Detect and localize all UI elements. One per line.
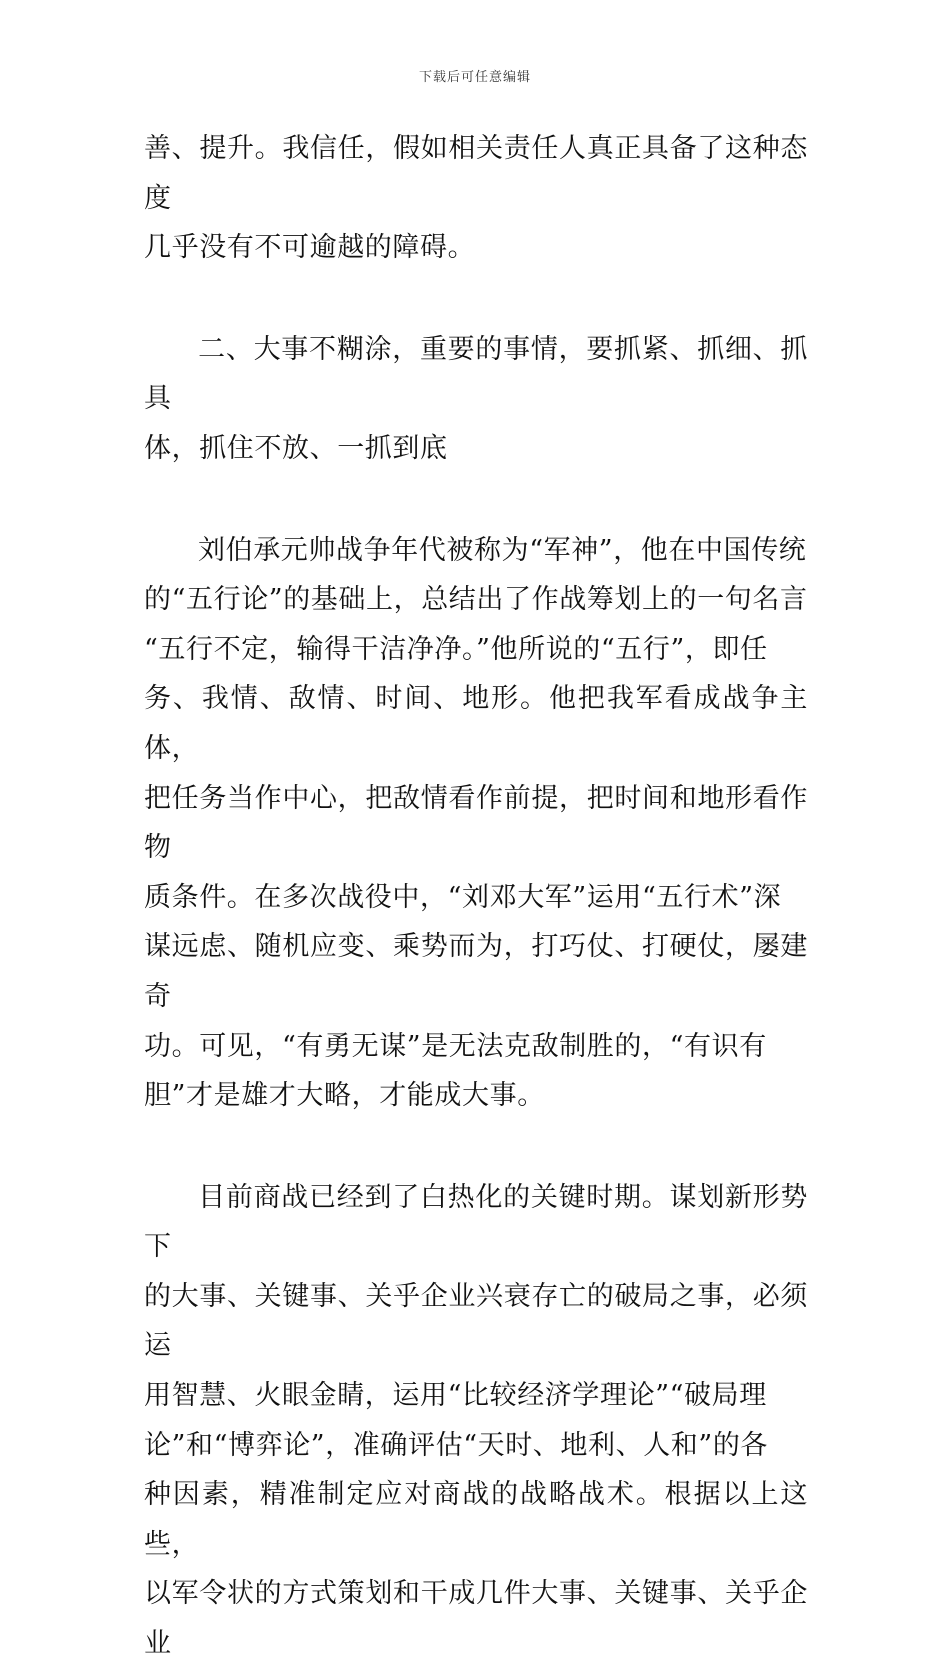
paragraph-business-war — [144, 1173, 808, 1669]
text-line: 的“五行论”的基础上，总结出了作战筹划上的一句名言 — [144, 584, 808, 616]
text-line: 的大事、关键事、关乎企业兴衰存亡的破局之事，必须运 — [144, 1280, 808, 1362]
text-line: 目前商战已经到了白热化的关键时期。谋划新形势下 — [144, 1181, 808, 1263]
text-line: 以军令状的方式策划和干成几件大事、关键事、关乎企业 — [144, 1578, 808, 1660]
section-heading — [144, 325, 808, 474]
text-line: 善、提升。我信任，假如相关责任人真正具备了这种态度 — [144, 133, 808, 214]
text-line: 务、我情、敌情、时间、地形。他把我军看成战争主体， — [144, 683, 808, 764]
text-line: 论”和“博弈论”，准确评估“天时、地利、人和”的各 — [144, 1429, 769, 1461]
text-line: 功。可见，“有勇无谋”是无法克敌制胜的，“有识有 — [144, 1030, 767, 1062]
text-line: 质条件。在多次战役中，“刘邓大军”运用“五行术”深 — [144, 881, 782, 913]
paragraph-continuation — [144, 124, 808, 273]
text-line: 胆”才是雄才大略，才能成大事。 — [144, 1080, 545, 1112]
text-line: 几乎没有不可逾越的障碍。 — [144, 232, 476, 264]
document-body — [144, 124, 808, 1669]
text-line: 体，抓住不放、一抓到底 — [144, 432, 448, 464]
text-line: “五行不定，输得干洁净净。”他所说的“五行”，即任 — [144, 633, 768, 665]
text-line: 把任务当作中心，把敌情看作前提，把时间和地形看作物 — [144, 782, 808, 864]
text-line: 谋远虑、随机应变、乘势而为，打巧仗、打硬仗，屡建奇 — [144, 931, 808, 1012]
text-line: 种因素，精准制定应对商战的战略战术。根据以上这些， — [144, 1479, 808, 1560]
page-header: 下载后可任意编辑 — [418, 70, 531, 85]
text-line: 用智慧、火眼金睛，运用“比较经济学理论”“破局理 — [144, 1380, 767, 1412]
text-line: 二、大事不糊涂，重要的事情，要抓紧、抓细、抓具 — [144, 333, 808, 415]
paragraph-liu-bocheng — [144, 526, 808, 1121]
text-line: 刘伯承元帅战争年代被称为“军神”，他在中国传统 — [198, 534, 807, 566]
